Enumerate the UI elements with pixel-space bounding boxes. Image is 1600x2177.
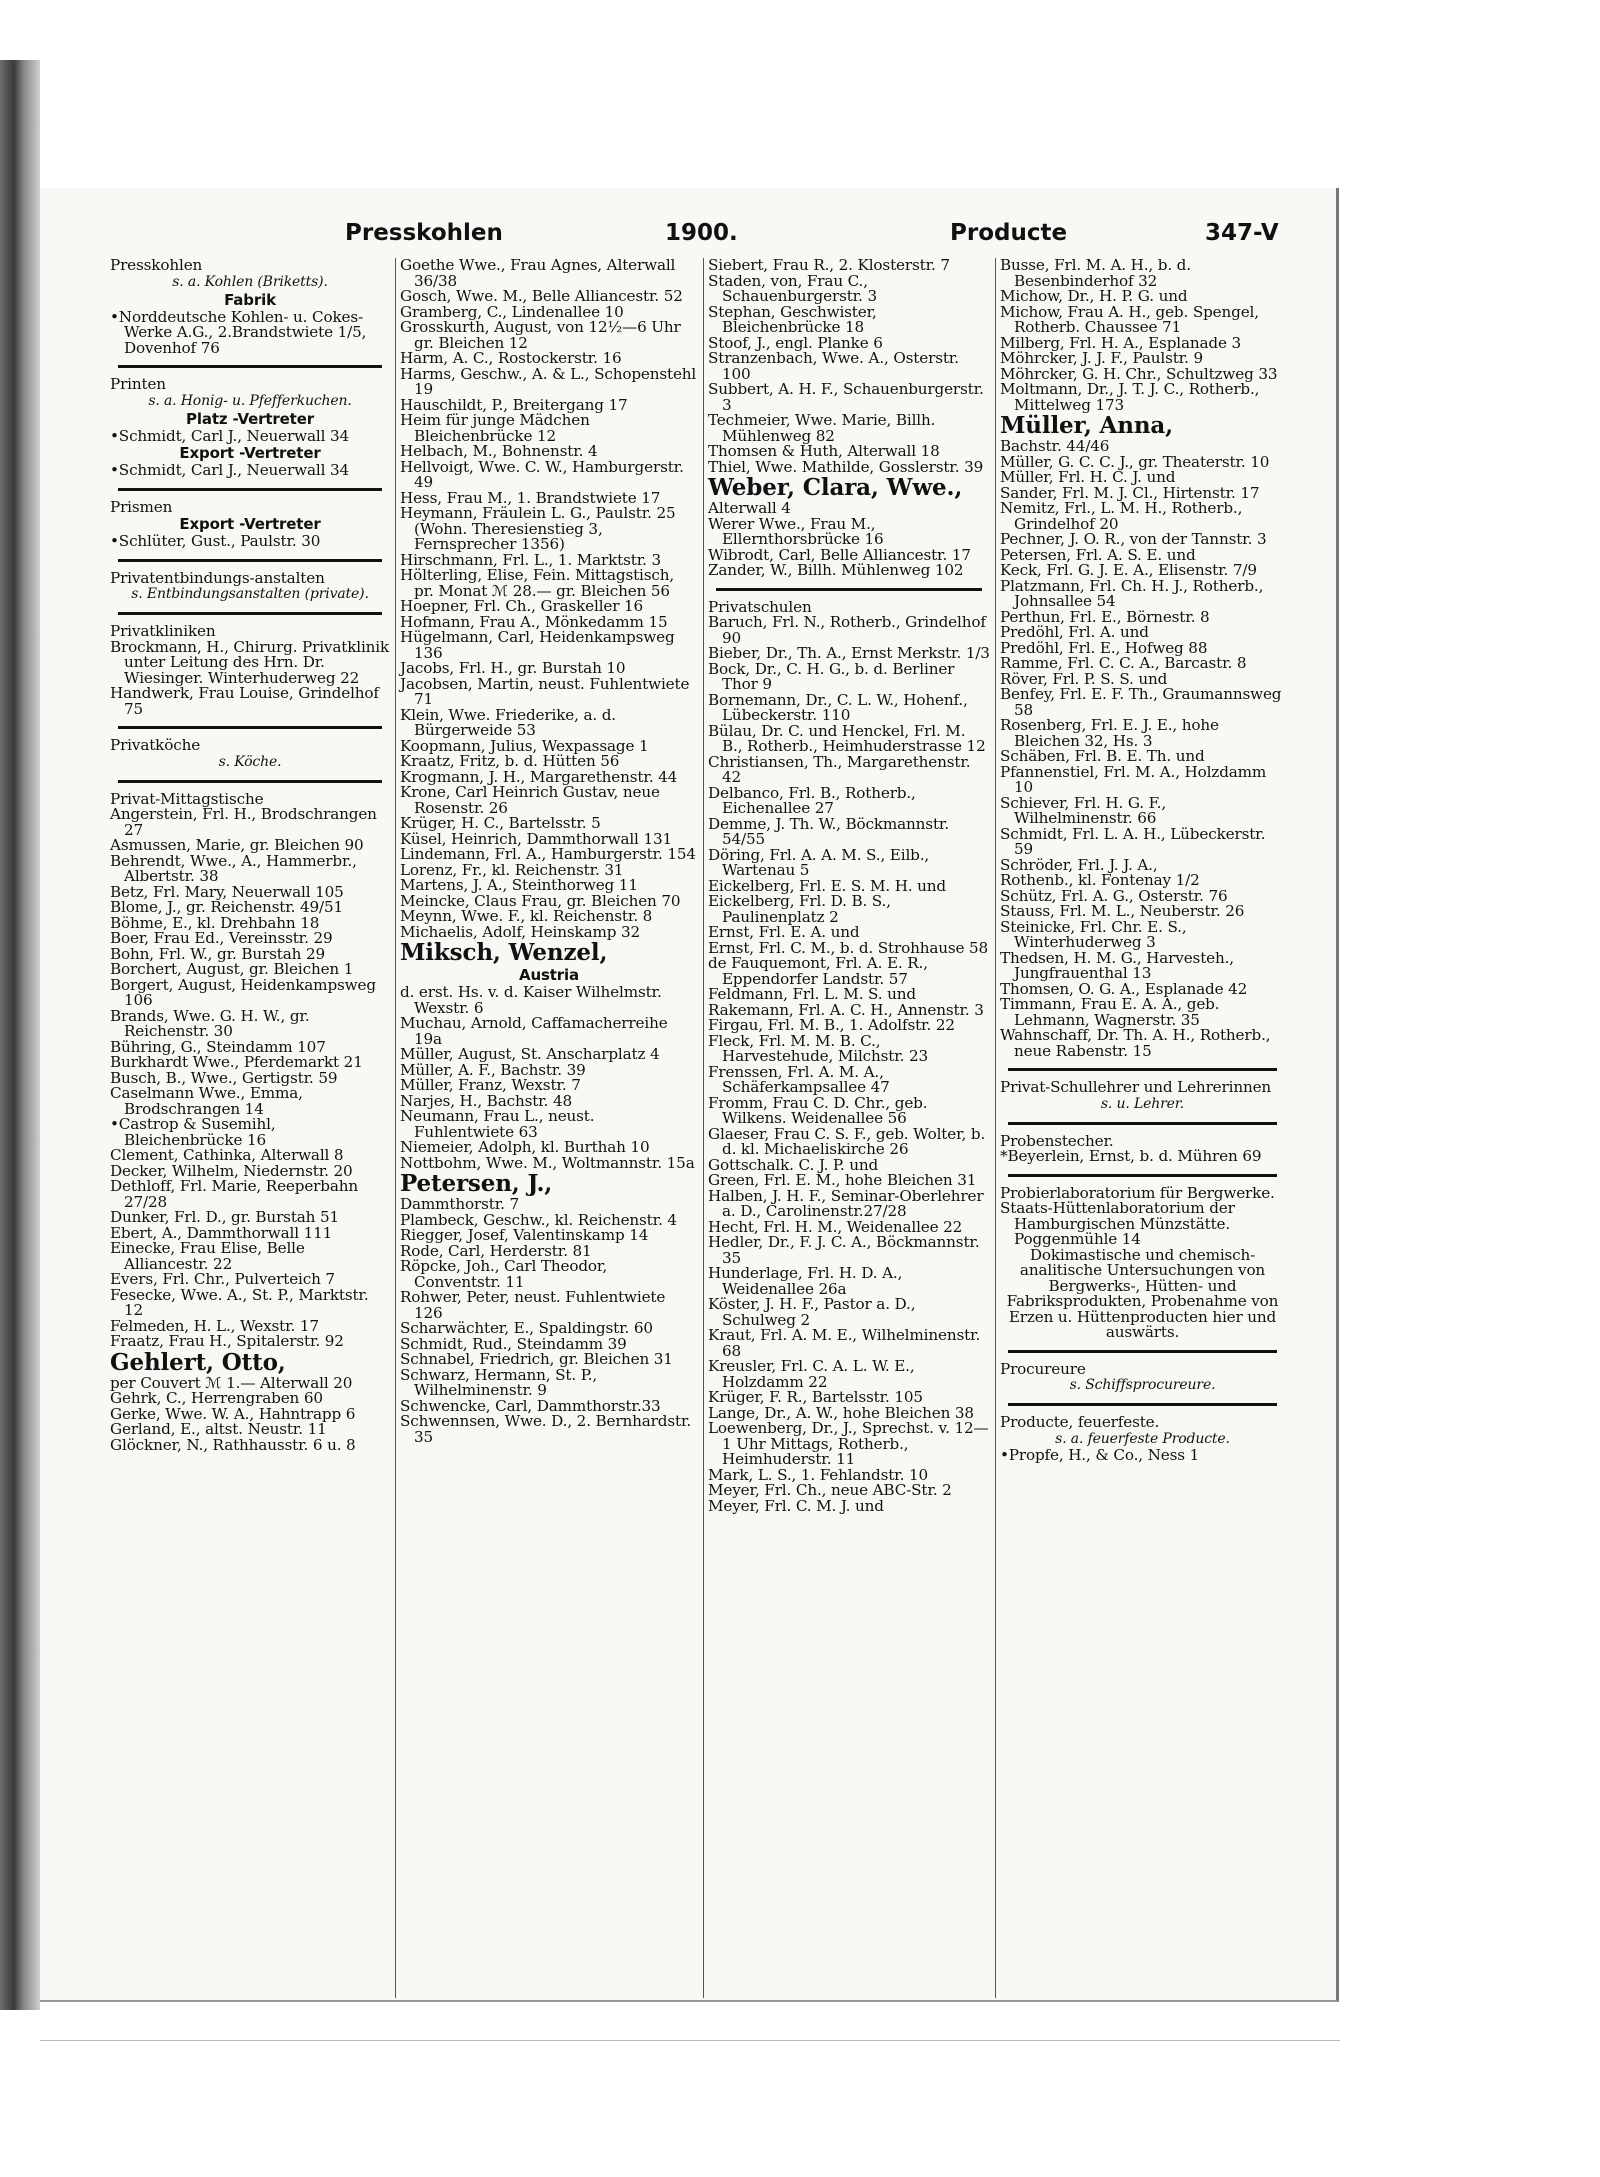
section-rule — [118, 488, 382, 491]
directory-entry: Möhrcker, G. H. Chr., Schultzweg 33 — [1000, 364, 1278, 383]
directory-entry: Bieber, Dr., Th. A., Ernst Merkstr. 1/3 — [708, 644, 990, 662]
directory-entry: Muchau, Arnold, Caffamacherreihe 19a — [400, 1014, 668, 1048]
section-heading: Privat-Schullehrer und Lehrerinnen — [1000, 1078, 1272, 1096]
directory-entry: Bohn, Frl. W., gr. Burstah 29 — [110, 944, 325, 963]
section-heading: Privatkliniken — [110, 622, 216, 640]
directory-entry: •Schlüter, Gust., Paulstr. 30 — [110, 532, 321, 550]
directory-entry: Stoof, J., engl. Planke 6 — [708, 333, 883, 352]
page-bottom-edge — [40, 2040, 1340, 2081]
directory-entry: Blome, J., gr. Reichenstr. 49/51 — [110, 898, 344, 916]
directory-entry: Demme, J. Th. W., Böckmannstr. 54/55 — [708, 814, 950, 848]
directory-entry: Schmidt, Frl. L. A. H., Lübeckerstr. 59 — [1000, 824, 1266, 858]
directory-entry: Schwarz, Hermann, St. P., Wilhelminenstr. 9 — [400, 1365, 598, 1399]
directory-entry: Ebert, A., Dammthorwall 111 — [110, 1223, 333, 1242]
directory-entry: Fesecke, Wwe. A., St. P., Marktstr. 12 — [110, 1285, 369, 1319]
directory-entry: Felmeden, H. L., Wexstr. 17 — [110, 1316, 319, 1335]
directory-entry: Schwennsen, Wwe. D., 2. Bernhardstr. 35 — [400, 1412, 692, 1446]
column-2 — [400, 258, 698, 1991]
display-entry: Müller, Anna, — [1000, 412, 1173, 439]
directory-entry: Clement, Cathinka, Alterwall 8 — [110, 1146, 344, 1164]
directory-entry: Feldmann, Frl. L. M. S. und — [708, 985, 916, 1003]
directory-entry: Harms, Geschw., A. & L., Schopenstehl 19 — [400, 364, 697, 398]
directory-entry: Pechner, J. O. R., von der Tannstr. 3 — [1000, 530, 1267, 548]
directory-entry: Boer, Frau Ed., Vereinsstr. 29 — [110, 929, 333, 947]
directory-entry: Ramme, Frl. C. C. A., Barcastr. 8 — [1000, 654, 1247, 672]
directory-entry: Stauss, Frl. M. L., Neuberstr. 26 — [1000, 902, 1245, 920]
section-heading: Privatschulen — [708, 597, 812, 616]
directory-entry: Zander, W., Billh. Mühlenweg 102 — [708, 561, 964, 579]
directory-entry: Gramberg, C., Lindenallee 10 — [400, 302, 624, 321]
directory-entry: Predöhl, Frl. E., Hofweg 88 — [1000, 638, 1208, 657]
directory-entry: Green, Frl. E. M., hohe Bleichen 31 — [708, 1171, 977, 1189]
section-heading: Privat-Mittagstische — [110, 789, 264, 808]
description-text: Dokimastische und chemisch-analitische Untersuchungen von Bergwerks-, Hütten- und Fabriksprodukten, Probenahme von Erzen u. Hüttenproducten hier und auswärts. — [1006, 1245, 1279, 1341]
directory-entry: Thomsen, O. G. A., Esplanade 42 — [1000, 979, 1248, 998]
directory-entry: Hirschmann, Frl. L., 1. Marktstr. 3 — [400, 550, 662, 569]
section-rule — [1008, 1403, 1277, 1406]
directory-entry: Fraatz, Frau H., Spitalerstr. 92 — [110, 1332, 344, 1350]
subheading: Austria — [519, 966, 579, 984]
directory-entry: Bühring, G., Steindamm 107 — [110, 1037, 326, 1056]
directory-entry: Fleck, Frl. M. M. B. C., Harvestehude, Milchstr. 23 — [708, 1031, 929, 1065]
directory-entry: Schmidt, Rud., Steindamm 39 — [400, 1334, 627, 1353]
directory-entry: Döring, Frl. A. A. M. S., Eilb., Wartenau 5 — [708, 845, 930, 879]
directory-entry: Keck, Frl. G. J. E. A., Elisenstr. 7/9 — [1000, 561, 1257, 579]
directory-entry: Dethloff, Frl. Marie, Reeperbahn 27/28 — [110, 1177, 359, 1211]
cross-reference: s. a. feuerfeste Producte. — [1055, 1430, 1230, 1447]
directory-entry: Behrendt, Wwe., A., Hammerbr., Albertstr. 38 — [110, 851, 357, 885]
directory-entry: Timmann, Frau E. A. A., geb. Lehmann, Wagnerstr. 35 — [1000, 995, 1220, 1029]
column-1 — [110, 258, 390, 1991]
directory-entry: Heim für junge Mädchen Bleichenbrücke 12 — [400, 411, 590, 445]
directory-entry: Schäben, Frl. B. E. Th. und — [1000, 747, 1205, 765]
directory-entry: Michow, Dr., H. P. G. und — [1000, 287, 1188, 305]
directory-entry: Heymann, Fräulein L. G., Paulstr. 25 (Wohn. Theresienstieg 3, Fernsprecher 1356) — [400, 504, 676, 553]
directory-entry: Stranzenbach, Wwe. A., Osterstr. 100 — [708, 349, 959, 383]
section-heading: Probenstecher. — [1000, 1131, 1114, 1150]
directory-entry: •Schmidt, Carl J., Neuerwall 34 — [110, 461, 349, 479]
page-number: 347-V — [1205, 220, 1279, 246]
directory-entry: Benfey, Frl. E. F. Th., Graumannsweg 58 — [1000, 685, 1282, 719]
directory-entry: Nemitz, Frl., L. M. H., Rotherb., Grindelhof 20 — [1000, 499, 1243, 533]
directory-entry: de Fauquemont, Frl. A. E. R., Eppendorfer Landstr. 57 — [708, 954, 928, 988]
directory-entry: Müller, G. C. C. J., gr. Theaterstr. 10 — [1000, 452, 1270, 471]
directory-entry: Hölterling, Elise, Fein. Mittagstisch, pr. Monat ℳ 28.— gr. Bleichen 56 — [400, 566, 675, 600]
directory-entry: Decker, Wilhelm, Niedernstr. 20 — [110, 1161, 353, 1180]
directory-entry: Krogmann, J. H., Margarethenstr. 44 — [400, 767, 678, 786]
directory-entry: Rakemann, Frl. A. C. H., Annenstr. 3 — [708, 1000, 984, 1019]
directory-entry: Eickelberg, Frl. D. B. S., Paulinenplatz 2 — [708, 892, 891, 926]
directory-entry: Gerke, Wwe. W. A., Hahntrapp 6 — [110, 1404, 356, 1423]
directory-entry: Kraatz, Fritz, b. d. Hütten 56 — [400, 752, 620, 770]
directory-entry: Meynn, Wwe. F., kl. Reichenstr. 8 — [400, 907, 653, 925]
directory-entry: Borchert, August, gr. Bleichen 1 — [110, 960, 354, 978]
directory-entry: Ernst, Frl. C. M., b. d. Strohhause 58 — [708, 938, 989, 957]
directory-entry: Milberg, Frl. H. A., Esplanade 3 — [1000, 333, 1242, 352]
running-head-left: Presskohlen — [345, 220, 503, 246]
directory-entry: Einecke, Frau Elise, Belle Alliancestr. 22 — [110, 1239, 305, 1273]
directory-entry: Halben, J. H. F., Seminar-Oberlehrer a. D., Carolinenstr.27/28 — [708, 1186, 984, 1220]
directory-entry: Loewenberg, Dr., J., Sprechst. v. 12—1 Uhr Mittags, Rotherb., Heimhuderstr. 11 — [708, 1419, 989, 1468]
directory-entry: Schröder, Frl. J. J. A., — [1000, 855, 1158, 874]
directory-entry: Wahnschaff, Dr. Th. A. H., Rotherb., neue Rabenstr. 15 — [1000, 1026, 1271, 1060]
directory-entry: Rode, Carl, Herderstr. 81 — [400, 1241, 592, 1260]
directory-entry: Kreusler, Frl. C. A. L. W. E., Holzdamm 22 — [708, 1357, 915, 1391]
directory-entry: Bornemann, Dr., C. L. W., Hohenf., Lübeckerstr. 110 — [708, 690, 968, 724]
directory-entry: Müller, Franz, Wexstr. 7 — [400, 1076, 581, 1094]
directory-entry: Grosskurth, August, von 12½—6 Uhr gr. Bleichen 12 — [400, 318, 681, 352]
subheading: Export -Vertreter — [179, 444, 321, 462]
directory-entry: Bülau, Dr. C. und Henckel, Frl. M. B., Rotherb., Heimhuderstrasse 12 — [708, 721, 986, 755]
directory-entry: Platzmann, Frl. Ch. H. J., Rotherb., Johnsallee 54 — [1000, 576, 1264, 610]
directory-entry: Betz, Frl. Mary, Neuerwall 105 — [110, 882, 344, 901]
directory-entry: Staats-Hüttenlaboratorium der Hamburgischen Münzstätte. Poggenmühle 14 — [1000, 1199, 1235, 1248]
directory-entry: Gosch, Wwe. M., Belle Alliancestr. 52 — [400, 287, 683, 305]
directory-entry: Plambeck, Geschw., kl. Reichenstr. 4 — [400, 1210, 677, 1229]
directory-entry: Asmussen, Marie, gr. Bleichen 90 — [110, 836, 364, 854]
directory-entry: Müller, Frl. H. C. J. und — [1000, 468, 1176, 486]
directory-entry: Neumann, Frau L., neust. Fuhlentwiete 63 — [400, 1107, 595, 1141]
section-rule — [1008, 1122, 1277, 1125]
directory-entry: Müller, A. F., Bachstr. 39 — [400, 1060, 586, 1079]
directory-entry: Rosenberg, Frl. E. J. E., hohe Bleichen 32, Hs. 3 — [1000, 716, 1219, 750]
directory-entry: Siebert, Frau R., 2. Klosterstr. 7 — [708, 256, 950, 274]
cross-reference: s. Schiffsprocureure. — [1069, 1377, 1216, 1393]
directory-entry: Klein, Wwe. Friederike, a. d. Bürgerweide 53 — [400, 705, 616, 739]
section-heading: Probierlaboratorium für Bergwerke. — [1000, 1183, 1275, 1202]
directory-entry: Hauschildt, P., Breitergang 17 — [400, 395, 628, 414]
section-heading: Procureure — [1000, 1359, 1086, 1378]
directory-entry: •Schmidt, Carl J., Neuerwall 34 — [110, 426, 349, 445]
section-rule — [118, 612, 382, 615]
directory-entry: Röpcke, Joh., Carl Theodor, Conventstr. 11 — [400, 1257, 608, 1291]
directory-entry: Bock, Dr., C. H. G., b. d. Berliner Thor 9 — [708, 659, 955, 693]
column-3 — [708, 258, 990, 1991]
section-heading: Presskohlen — [110, 256, 203, 274]
directory-entry: Gehrk, C., Herrengraben 60 — [110, 1389, 323, 1407]
directory-entry: Gerland, E., altst. Neustr. 11 — [110, 1420, 327, 1438]
directory-entry: Narjes, H., Bachstr. 48 — [400, 1091, 572, 1110]
directory-entry: Riegger, Josef, Valentinskamp 14 — [400, 1226, 649, 1244]
directory-entry: Ernst, Frl. E. A. und — [708, 923, 860, 941]
directory-entry: Müller, August, St. Anscharplatz 4 — [400, 1045, 660, 1063]
directory-entry: Meincke, Claus Frau, gr. Bleichen 70 — [400, 891, 681, 910]
directory-entry: Jacobs, Frl. H., gr. Burstah 10 — [400, 659, 626, 677]
directory-entry: Michow, Frau A. H., geb. Spengel, Rotherb. Chaussee 71 — [1000, 302, 1259, 336]
directory-entry: Jacobsen, Martin, neust. Fuhlentwiete 71 — [400, 674, 690, 708]
directory-entry: Predöhl, Frl. A. und — [1000, 623, 1149, 641]
directory-entry: Hunderlage, Frl. H. D. A., Weidenallee 26a — [708, 1264, 903, 1298]
directory-entry: Krüger, H. C., Bartelsstr. 5 — [400, 814, 601, 832]
directory-entry: Krone, Carl Heinrich Gustav, neue Rosenstr. 26 — [400, 783, 660, 817]
directory-entry: Delbanco, Frl. B., Rotherb., Eichenallee 27 — [708, 783, 916, 817]
directory-entry: Schwencke, Carl, Dammthorstr.33 — [400, 1396, 661, 1415]
directory-entry: Hess, Frau M., 1. Brandstwiete 17 — [400, 488, 661, 507]
directory-entry: Firgau, Frl. M. B., 1. Adolfstr. 22 — [708, 1016, 955, 1034]
directory-entry: Angerstein, Frl. H., Brodschrangen 27 — [110, 805, 377, 839]
book-binding-edge — [0, 60, 40, 2010]
section-rule — [118, 726, 382, 729]
directory-entry: Eickelberg, Frl. E. S. M. H. und — [708, 876, 947, 895]
directory-entry: Handwerk, Frau Louise, Grindelhof 75 — [110, 684, 379, 718]
directory-entry: Hügelmann, Carl, Heidenkampsweg 136 — [400, 628, 675, 662]
section-rule — [1008, 1174, 1277, 1177]
directory-entry: Schütz, Frl. A. G., Osterstr. 76 — [1000, 886, 1228, 905]
directory-entry: •Propfe, H., & Co., Ness 1 — [1000, 1445, 1200, 1464]
directory-entry: Niemeier, Adolph, kl. Burthah 10 — [400, 1138, 650, 1156]
cross-reference: s. a. Kohlen (Briketts). — [172, 273, 328, 290]
directory-entry: Thomsen & Huth, Alterwall 18 — [708, 442, 940, 460]
directory-entry: Wibrodt, Carl, Belle Alliancestr. 17 — [708, 545, 971, 564]
directory-entry: •Castrop & Susemihl, Bleichenbrücke 16 — [110, 1115, 276, 1149]
directory-entry: Bachstr. 44/46 — [1000, 437, 1110, 455]
directory-entry: Mark, L. S., 1. Fehlandstr. 10 — [708, 1465, 928, 1484]
section-rule — [1008, 1350, 1277, 1353]
directory-entry: Moltmann, Dr., J. T. J. C., Rotherb., Mittelweg 173 — [1000, 380, 1260, 414]
directory-entry: Kraut, Frl. A. M. E., Wilhelminenstr. 68 — [708, 1326, 981, 1360]
running-head-right: Producte — [950, 220, 1068, 246]
directory-entry: Rothenb., kl. Fontenay 1/2 — [1000, 871, 1200, 889]
directory-entry: Lange, Dr., A. W., hohe Bleichen 38 — [708, 1403, 974, 1422]
display-entry: Petersen, J., — [400, 1170, 553, 1197]
directory-entry: Thedsen, H. M. G., Harvesteh., Jungfrauenthal 13 — [1000, 948, 1234, 982]
directory-entry: Koopmann, Julius, Wexpassage 1 — [400, 736, 649, 755]
section-heading: Prismen — [110, 497, 173, 516]
directory-entry: Lindemann, Frl. A., Hamburgerstr. 154 — [400, 845, 696, 863]
directory-entry: Helbach, M., Bohnenstr. 4 — [400, 442, 598, 460]
directory-entry: Hellvoigt, Wwe. C. W., Hamburgerstr. 49 — [400, 457, 684, 491]
directory-entry: Küsel, Heinrich, Dammthorwall 131 — [400, 829, 672, 848]
directory-entry: Werer Wwe., Frau M., Ellernthorsbrücke 16 — [708, 514, 884, 548]
subheading: Platz -Vertreter — [186, 409, 314, 428]
cross-reference: s. a. Honig- u. Pfefferkuchen. — [148, 392, 352, 409]
directory-entry: Rohwer, Peter, neust. Fuhlentwiete 126 — [400, 1288, 666, 1322]
section-rule — [118, 365, 382, 368]
column-4 — [1000, 258, 1285, 1991]
directory-entry: •Norddeutsche Kohlen- u. Cokes-Werke A.G., 2.Brandstwiete 1/5, Dovenhof 76 — [110, 307, 367, 357]
cross-reference: s. u. Lehrer. — [1100, 1095, 1185, 1112]
directory-entry: Martens, J. A., Steinthorweg 11 — [400, 876, 638, 894]
subheading: Fabrik — [224, 290, 276, 309]
directory-entry: Alterwall 4 — [708, 499, 791, 517]
directory-entry: Borgert, August, Heidenkampsweg 106 — [110, 975, 376, 1009]
directory-entry: Thiel, Wwe. Mathilde, Gosslerstr. 39 — [708, 457, 984, 476]
section-heading: Printen — [110, 375, 166, 393]
section-rule — [1008, 1068, 1277, 1071]
directory-entry: Evers, Frl. Chr., Pulverteich 7 — [110, 1270, 335, 1288]
directory-entry: Schiever, Frl. H. G. F., Wilhelminenstr. 66 — [1000, 793, 1167, 827]
directory-entry: Hofmann, Frau A., Mönkedamm 15 — [400, 612, 668, 631]
directory-entry: Brockmann, H., Chirurg. Privatklinik unter Leitung des Hrn. Dr. Wiesinger. Winterhuderweg 22 — [110, 637, 390, 687]
directory-entry: Techmeier, Wwe. Marie, Billh. Mühlenweg 82 — [708, 411, 936, 445]
display-entry: Miksch, Wenzel, — [400, 939, 608, 966]
directory-entry: Burkhardt Wwe., Pferdemarkt 21 — [110, 1053, 363, 1071]
directory-entry: Brands, Wwe. G. H. W., gr. Reichenstr. 30 — [110, 1006, 310, 1040]
directory-entry: Meyer, Frl. C. M. J. und — [708, 1496, 884, 1515]
directory-entry: Lorenz, Fr., kl. Reichenstr. 31 — [400, 860, 624, 879]
directory-entry: Christiansen, Th., Margarethenstr. 42 — [708, 752, 971, 786]
directory-entry: Glöckner, N., Rathhausstr. 6 u. 8 — [110, 1435, 356, 1454]
directory-entry: Krüger, F. R., Bartelsstr. 105 — [708, 1388, 923, 1406]
section-rule — [118, 559, 382, 562]
section-heading: Producte, feuerfeste. — [1000, 1413, 1160, 1431]
directory-entry: Busch, B., Wwe., Gertigstr. 59 — [110, 1068, 338, 1087]
directory-entry: Fromm, Frau C. D. Chr., geb. Wilkens. Weidenallee 56 — [708, 1093, 928, 1127]
directory-entry: Harm, A. C., Rostockerstr. 16 — [400, 349, 622, 367]
running-head-year: 1900. — [665, 220, 738, 246]
subheading: Export -Vertreter — [179, 515, 321, 533]
directory-entry: Goethe Wwe., Frau Agnes, Alterwall 36/38 — [400, 256, 676, 290]
column-divider — [395, 258, 396, 1998]
directory-entry: Stephan, Geschwister, Bleichenbrücke 18 — [708, 302, 877, 336]
directory-entry: Nottbohm, Wwe. M., Woltmannstr. 15a — [400, 1153, 695, 1172]
directory-entry: Sander, Frl. M. J. Cl., Hirtenstr. 17 — [1000, 483, 1260, 502]
directory-entry: Glaeser, Frau C. S. F., geb. Wolter, b. d. kl. Michaeliskirche 26 — [708, 1124, 986, 1158]
directory-entry: Köster, J. H. F., Pastor a. D., Schulweg 2 — [708, 1295, 916, 1329]
section-heading: Privatköche — [110, 736, 201, 754]
directory-entry: d. erst. Hs. v. d. Kaiser Wilhelmstr. Wexstr. 6 — [400, 983, 662, 1017]
directory-entry: Perthun, Frl. E., Börnestr. 8 — [1000, 607, 1210, 626]
directory-entry: Busse, Frl. M. A. H., b. d. Besenbinderhof 32 — [1000, 256, 1191, 290]
display-entry: Gehlert, Otto, — [110, 1348, 286, 1376]
directory-entry: Dunker, Frl. D., gr. Burstah 51 — [110, 1208, 340, 1226]
directory-entry: Hecht, Frl. H. M., Weidenallee 22 — [708, 1217, 963, 1236]
directory-entry: Gottschalk. C. J. P. und — [708, 1155, 879, 1174]
directory-entry: Dammthorstr. 7 — [400, 1195, 520, 1213]
directory-entry: per Couvert ℳ 1.— Alterwall 20 — [110, 1373, 353, 1392]
directory-entry: *Beyerlein, Ernst, b. d. Mühren 69 — [1000, 1147, 1262, 1165]
directory-entry: Michaelis, Adolf, Heinskamp 32 — [400, 922, 641, 941]
directory-entry: Schnabel, Friedrich, gr. Bleichen 31 — [400, 1350, 673, 1368]
directory-entry: Röver, Frl. P. S. S. und — [1000, 669, 1168, 688]
directory-entry: Pfannenstiel, Frl. M. A., Holzdamm 10 — [1000, 762, 1267, 796]
directory-entry: Hedler, Dr., F. J. C. A., Böckmannstr. 35 — [708, 1233, 980, 1267]
directory-entry: Möhrcker, J. J. F., Paulstr. 9 — [1000, 349, 1203, 367]
section-heading: Privatentbindungs-anstalten — [110, 568, 325, 587]
directory-entry: Baruch, Frl. N., Rotherb., Grindelhof 90 — [708, 613, 986, 647]
directory-entry: Steinicke, Frl. Chr. E. S., Winterhuderweg 3 — [1000, 917, 1187, 951]
section-rule — [716, 588, 982, 591]
cross-reference: s. Köche. — [218, 753, 282, 770]
directory-entry: Staden, von, Frau C., Schauenburgerstr. 3 — [708, 271, 877, 305]
display-entry: Weber, Clara, Wwe., — [708, 474, 963, 501]
section-rule — [118, 780, 382, 783]
directory-entry: Hoepner, Frl. Ch., Graskeller 16 — [400, 597, 644, 615]
directory-entry: Frenssen, Frl. A. M. A., Schäferkampsallee 47 — [708, 1062, 890, 1096]
column-divider — [703, 258, 704, 1998]
directory-entry: Meyer, Frl. Ch., neue ABC-Str. 2 — [708, 1481, 952, 1499]
column-divider — [995, 258, 996, 1998]
directory-entry: Böhme, E., kl. Drehbahn 18 — [110, 913, 320, 932]
directory-entry: Scharwächter, E., Spaldingstr. 60 — [400, 1319, 653, 1337]
directory-entry: Petersen, Frl. A. S. E. und — [1000, 545, 1196, 564]
directory-entry: Caselmann Wwe., Emma, Brodschrangen 14 — [110, 1084, 303, 1118]
cross-reference: s. Entbindungsanstalten (private). — [131, 586, 369, 602]
directory-entry: Subbert, A. H. F., Schauenburgerstr. 3 — [708, 380, 984, 414]
